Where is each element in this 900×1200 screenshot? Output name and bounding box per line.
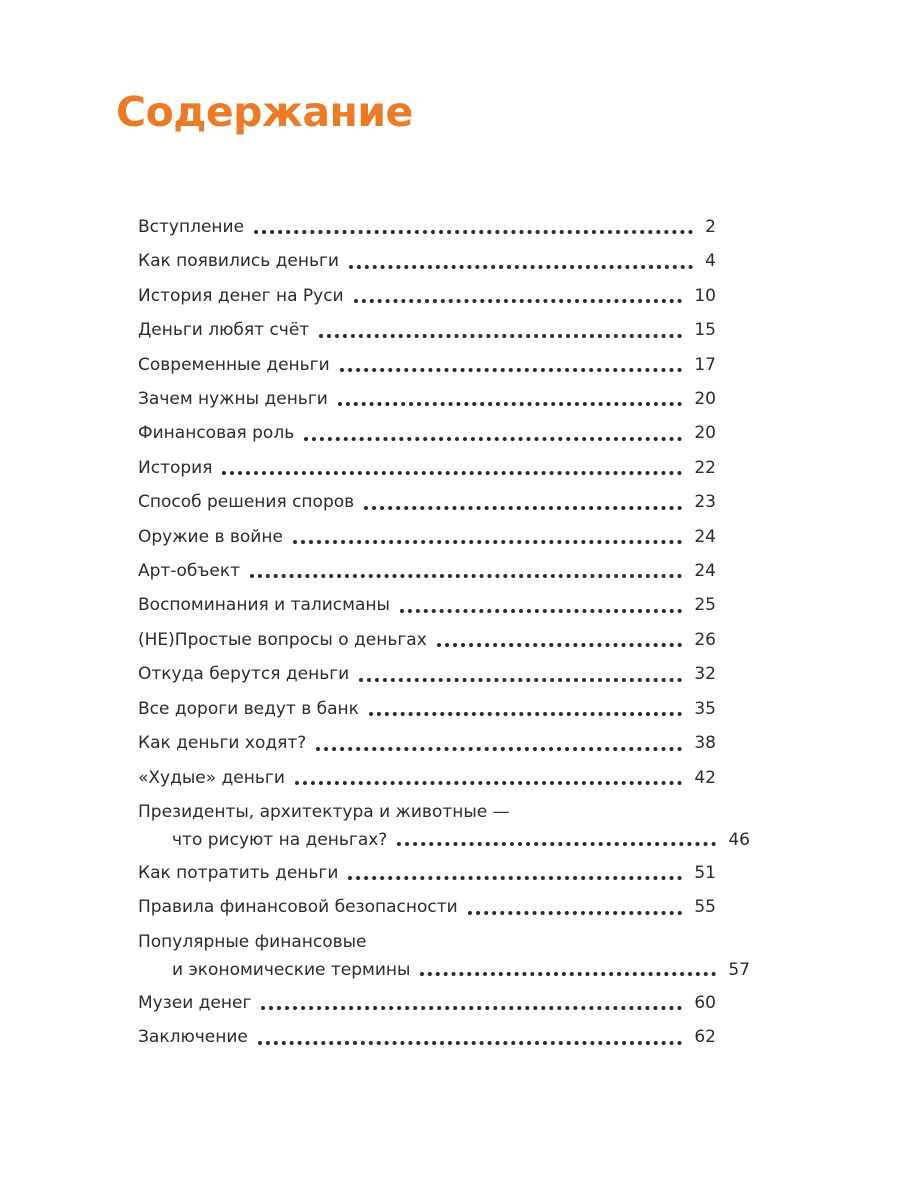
toc-entry-label: (НЕ)Простые вопросы о деньгах [138,629,427,650]
dot-leader [254,230,693,234]
toc-entry-page: 2 [705,217,716,237]
toc-entry[interactable] [138,244,716,278]
dot-leader [348,876,682,880]
toc-entry-label: Как появились деньги [138,251,339,272]
toc-entry-page: 20 [694,389,716,410]
dot-leader [261,1006,682,1010]
dot-leader [340,368,683,372]
toc-entry-page: 15 [694,320,716,341]
toc-entry[interactable] [138,856,716,890]
toc-entry[interactable] [138,925,750,986]
toc-entry-label: Вступление [138,217,245,237]
toc-entry[interactable] [138,726,716,760]
toc-entry-label: Деньги любят счёт [138,320,310,341]
dot-leader [400,609,682,613]
toc-entry-label: История [138,457,213,478]
toc-entry[interactable] [138,520,716,554]
dot-leader [354,299,683,303]
toc-entry[interactable] [138,210,716,244]
toc-entry[interactable] [138,451,716,485]
toc-entry[interactable] [138,657,716,691]
toc-entry-label: Зачем нужны деньги [138,389,328,410]
toc-entry-label: Правила финансовой безопасности [138,897,458,918]
toc-entry[interactable] [138,348,716,382]
toc-entry[interactable] [138,986,716,1020]
toc-entry-label-continued: и экономические термины [172,959,411,980]
toc-entry[interactable] [138,313,716,347]
table-of-contents [138,210,750,1055]
toc-entry[interactable] [138,554,716,588]
dot-leader [250,574,682,578]
toc-entry[interactable] [138,382,716,416]
dot-leader [258,1041,682,1045]
toc-entry-label: Современные деньги [138,354,330,375]
toc-entry-page: 17 [694,354,716,375]
toc-entry[interactable] [138,692,716,726]
dot-leader [316,747,682,751]
toc-entry-label: Откуда берутся деньги [138,664,350,685]
toc-entry[interactable] [138,588,716,622]
toc-entry-label: «Худые» деньги [138,767,285,788]
toc-entry-page: 51 [694,862,716,883]
dot-leader [359,678,682,682]
dot-leader [420,972,716,976]
dot-leader [293,540,682,544]
toc-entry-page: 23 [694,492,716,513]
toc-entry[interactable] [138,623,716,657]
dot-leader [319,334,682,338]
toc-entry-label: Способ решения споров [138,492,355,513]
toc-entry[interactable] [138,485,716,519]
dot-leader [304,437,682,441]
toc-entry-page: 32 [694,664,716,685]
toc-entry-page: 55 [694,897,716,918]
toc-entry-label: Финансовая роль [138,423,295,444]
dot-leader [397,842,716,846]
dot-leader [437,643,683,647]
page-title: Содержание [116,88,413,136]
toc-entry[interactable] [138,416,716,450]
dot-leader [364,506,682,510]
toc-entry-page: 38 [694,733,716,754]
toc-entry-label: Заключение [138,1027,248,1048]
toc-entry-line [138,954,750,986]
toc-entry[interactable] [138,1020,716,1054]
toc-entry-label: История денег на Руси [138,285,344,306]
toc-entry[interactable] [138,761,716,795]
toc-entry[interactable] [138,795,750,856]
toc-entry-page: 57 [728,959,750,980]
toc-entry-line [138,824,750,856]
toc-entry[interactable] [138,279,716,313]
toc-entry-label: Оружие в войне [138,526,283,547]
toc-entry-page: 26 [694,629,716,650]
toc-entry-page: 22 [694,457,716,478]
toc-entry-page: 24 [694,526,716,547]
toc-entry-page: 62 [694,1027,716,1048]
toc-entry-page: 4 [705,251,716,272]
toc-entry-page: 24 [694,561,716,582]
toc-entry-page: 60 [694,992,716,1013]
toc-entry-page: 42 [694,767,716,788]
toc-entry-label: Воспоминания и талисманы [138,595,390,616]
dot-leader [338,402,683,406]
toc-entry-page: 10 [694,285,716,306]
toc-entry-label-continued: что рисуют на деньгах? [172,829,388,850]
toc-entry-label: Как деньги ходят? [138,733,307,754]
toc-entry-label: Музеи денег [138,992,252,1013]
dot-leader [295,781,682,785]
toc-entry-page: 25 [694,595,716,616]
toc-entry-label: Арт-объект [138,561,240,582]
dot-leader [349,265,693,269]
toc-entry-label: Как потратить деньги [138,862,339,883]
dot-leader [222,471,682,475]
toc-entry-page: 46 [728,829,750,850]
dot-leader [468,911,683,915]
toc-entry-label: Популярные финансовые [138,931,367,952]
toc-entry[interactable] [138,890,716,924]
toc-entry-page: 35 [694,698,716,719]
toc-entry-page: 20 [694,423,716,444]
toc-entry-label: Президенты, архитектура и животные — [138,801,510,822]
dot-leader [369,712,682,716]
toc-entry-label: Все дороги ведут в банк [138,698,359,719]
